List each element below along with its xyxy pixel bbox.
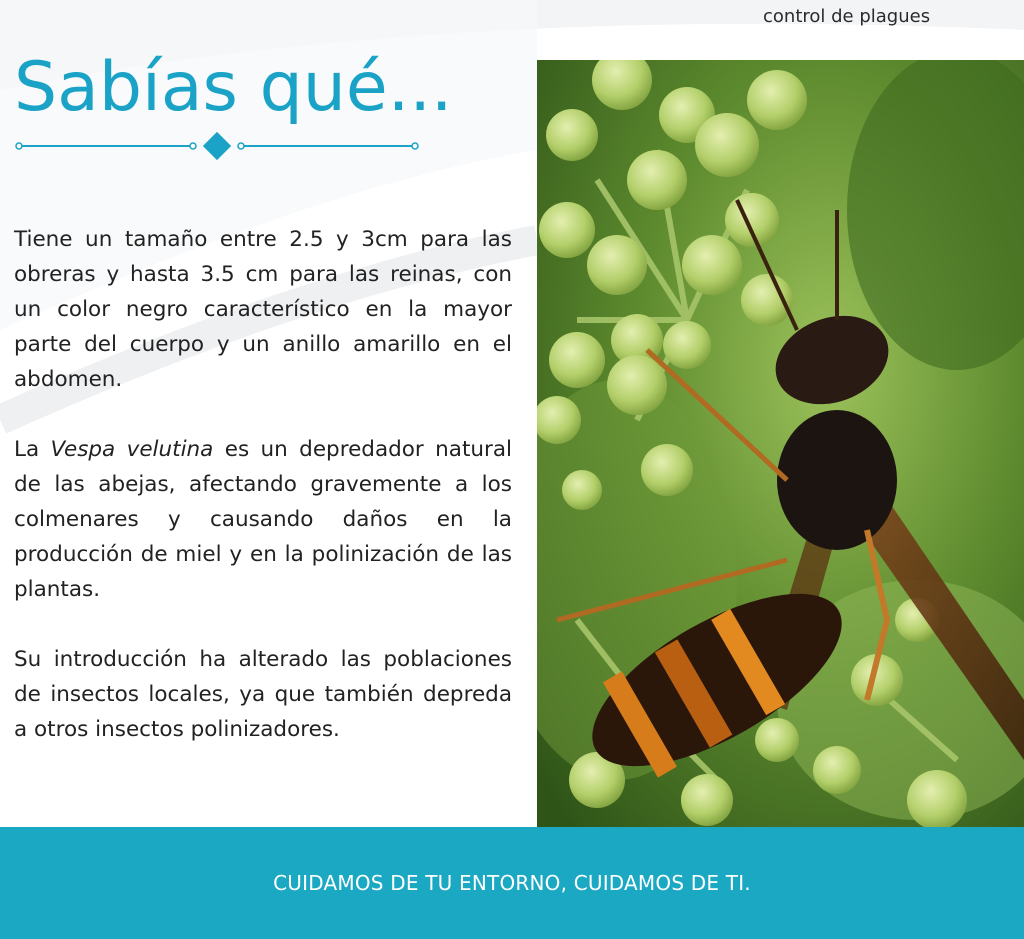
footer-slogan: CUIDAMOS DE TU ENTORNO, CUIDAMOS DE TI.	[273, 871, 751, 895]
paragraph-impact: Su introducción ha alterado las poblaciones de insectos locales, ya que también depreda a otros insectos polinizadores.	[14, 647, 512, 742]
wasp-photo	[537, 60, 1024, 827]
top-note: control de plagues	[763, 6, 931, 27]
species-name: Vespa velutina	[50, 437, 214, 462]
paragraph-predator-prefix: La	[14, 437, 51, 462]
paragraph-size: Tiene un tamaño entre 2.5 y 3cm para las obreras y hasta 3.5 cm para las reinas, con un color negro característico en la mayor parte del cuerpo y un anillo amarillo en el abdomen.	[14, 227, 512, 392]
title-divider	[14, 132, 424, 162]
paragraph-predator	[14, 432, 512, 607]
body-text	[14, 222, 512, 782]
paragraph-predator-rest: es un depredador natural de las abejas, afectando gravemente a los colmenares y causando daños en la producción de miel y en la polinización de las plantas.	[14, 437, 512, 602]
page-title: Sabías qué...	[14, 48, 453, 127]
footer-banner	[0, 827, 1024, 939]
